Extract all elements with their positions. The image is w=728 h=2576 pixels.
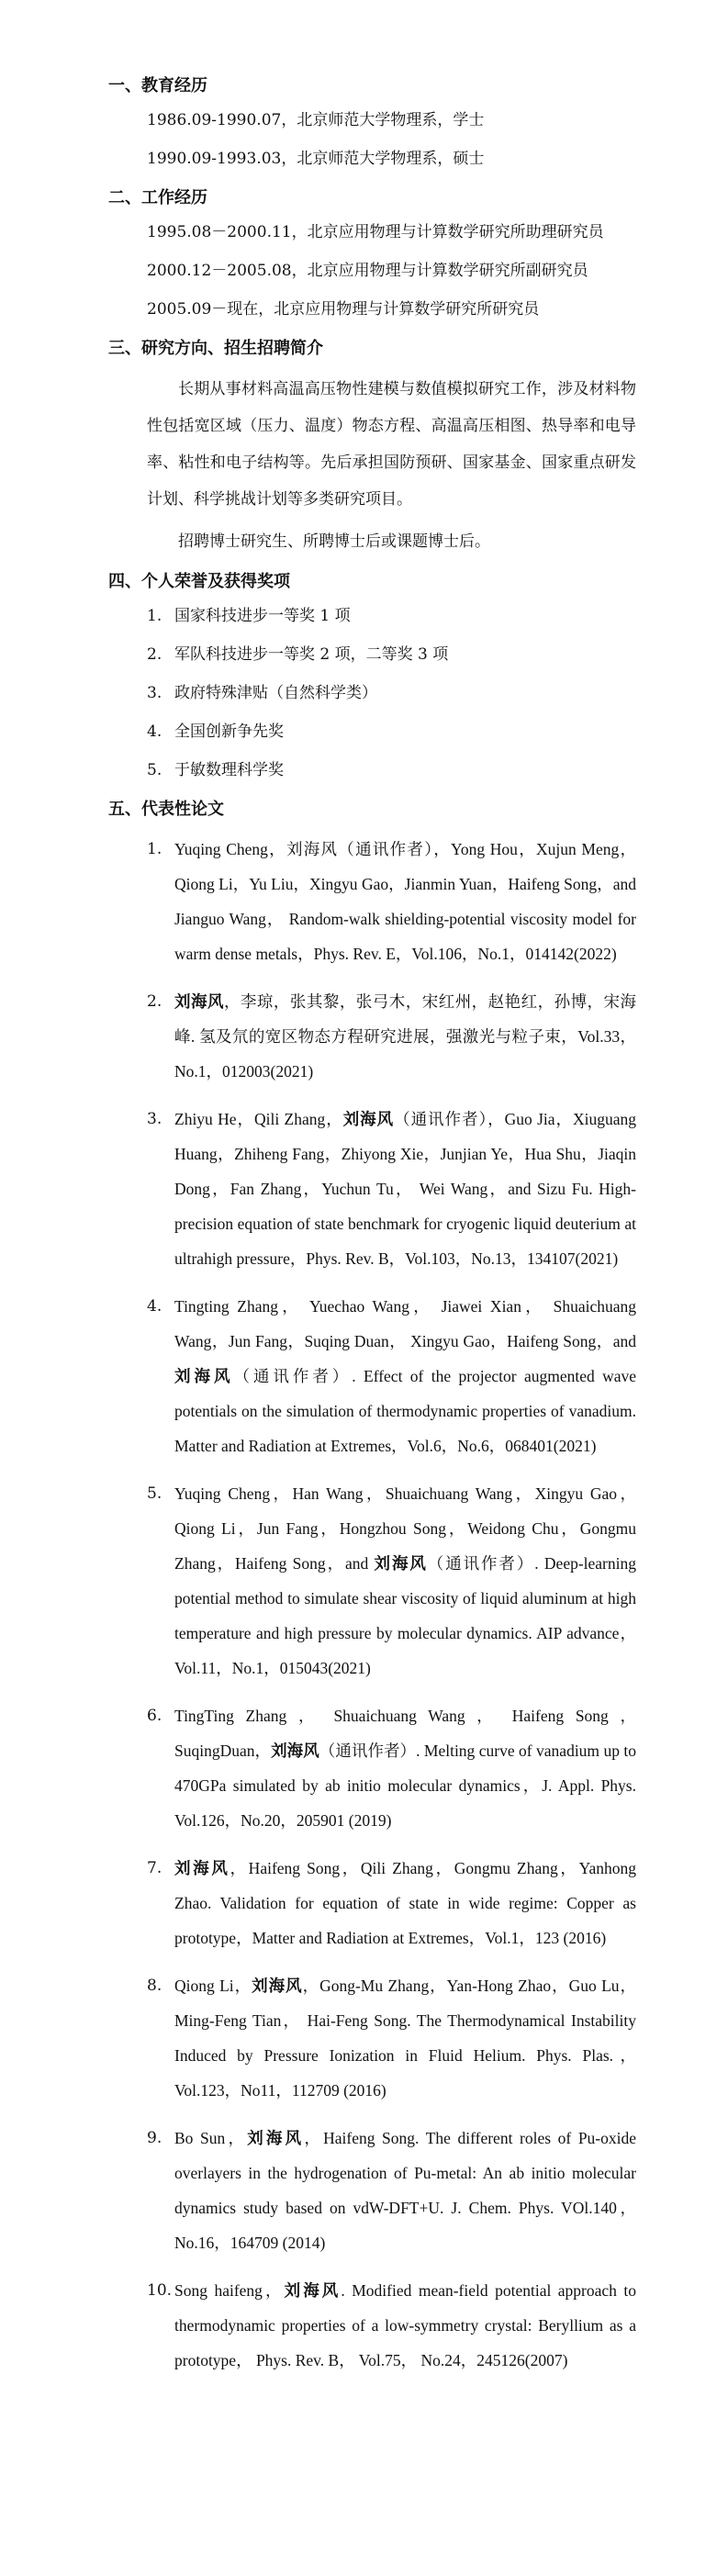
paper-item <box>147 1851 636 1955</box>
paper-author-highlight: 刘海风 <box>174 992 224 1011</box>
paper-authors-pre: Zhiyu He，Qili Zhang， <box>174 1110 343 1128</box>
paper-authors-pre: Tingting Zhang， Yuechao Wang， Jiawei Xian， Shuaichuang Wang，Jun Fang，Suqing Duan， Xingyu Gao，Haifeng Song，and <box>174 1297 636 1350</box>
paper-citation <box>174 984 636 1089</box>
paper-citation <box>174 2273 636 2378</box>
honor-item <box>147 643 636 666</box>
paper-citation-rest: 刘海风（通讯作者），Yong Hou，Xujun Meng，Qiong Li，Yu Liu，Xingyu Gao，Jianmin Yuan，Haifeng Song，and Jianguo Wang， Random-walk shielding-potential viscosity model for warm dense metals，Phys. Rev. E，Vol.106，No.1，014142(2022) <box>174 840 636 963</box>
paper-citation-rest: ，Gong-Mu Zhang，Yan-Hong Zhao，Guo Lu，Ming-Feng Tian， Hai-Feng Song. The Thermodynamical Instability Induced by Pressure Ionization in Fluid Helium. Phys. Plas.，Vol.123，No11，112709 (2016) <box>174 1977 636 2100</box>
paper-authors-pre: Yuqing Cheng，Han Wang，Shuaichuang Wang，Xingyu Gao，Qiong Li，Jun Fang，Hongzhou Song，Weidong Chu，Gongmu Zhang，Haifeng Song，and <box>174 1484 636 1573</box>
paper-authors-pre: Qiong Li， <box>174 1977 252 1995</box>
paper-number: 6. <box>147 1707 162 1725</box>
section-heading-honors: 四、个人荣誉及获得奖项 <box>108 572 290 591</box>
paper-number: 3. <box>147 1110 162 1128</box>
honor-text: 全国创新争先奖 <box>174 722 284 741</box>
paper-citation <box>174 1851 636 1955</box>
paper-item <box>147 1102 636 1276</box>
research-paragraph: 长期从事材料高温高压物性建模与数值模拟研究工作，涉及材料物性包括宽区域（压力、温度）物态方程、高温高压相图、热导率和电导率、粘性和电子结构等。先后承担国防预研、国家基金、国家重点研发计划、科学挑战计划等多类研究项目。 <box>147 380 636 509</box>
paper-number: 9. <box>147 2129 162 2147</box>
paper-authors-pre: TingTing Zhang ， Shuaichuang Wang ， Haifeng Song ， SuqingDuan， <box>174 1707 636 1760</box>
honor-text: 于敏数理科学奖 <box>174 761 284 779</box>
paper-author-highlight: 刘海风 <box>374 1554 428 1573</box>
paper-citation-rest: （通讯作者），Guo Jia，Xiuguang Huang，Zhiheng Fang，Zhiyong Xie，Junjian Ye，Hua Shu，Jiaqin Dong，Fan Zhang，Yuchun Tu， Wei Wang，and Sizu Fu. High-precision equation of state benchmark for cryogenic liquid deuterium at ultrahigh pressure，Phys. Rev. B，Vol.103，No.13，134107(2021) <box>174 1110 636 1268</box>
section-heading-education: 一、教育经历 <box>108 76 207 95</box>
paper-number: 1. <box>147 840 162 858</box>
papers-list <box>108 832 636 2378</box>
honor-item <box>147 604 636 628</box>
paper-citation-rest: ，Haifeng Song. The different roles of Pu-oxide overlayers in the hydrogenation of Pu-metal: An ab initio molecular dynamics study based on vdW-DFT+U. J. Chem. Phys. VOl.140，No.16，164709 (2014) <box>174 2129 637 2252</box>
paper-citation <box>174 1698 636 1838</box>
paper-citation-rest: （通讯作者）. Effect of the projector augmented wave potentials on the simulation of thermodynamic properties of vanadium. Matter and Radiation at Extremes，Vol.6，No.6，068401(2021) <box>174 1367 637 1455</box>
honor-number: 1. <box>147 607 162 625</box>
honor-number: 2. <box>147 645 162 664</box>
paper-item <box>147 1289 636 1463</box>
honor-number: 3. <box>147 684 162 702</box>
honors-list <box>108 604 636 782</box>
paper-author-highlight: 刘海风 <box>174 1859 230 1877</box>
paper-authors-pre: Song haifeng， <box>174 2281 285 2300</box>
honor-item <box>147 758 636 782</box>
paper-citation <box>174 1968 636 2108</box>
paper-item <box>147 2273 636 2378</box>
paper-citation-rest: （通讯作者）. Deep-learning potential method to simulate shear viscosity of liquid aluminum at high temperature and high pressure by molecular dynamics. AIP advance，Vol.11，No.1，015043(2021) <box>174 1554 636 1677</box>
paper-item <box>147 1968 636 2108</box>
paper-item <box>147 832 636 971</box>
paper-item <box>147 984 636 1089</box>
work-item: 2000.12－2005.08，北京应用物理与计算数学研究所副研究员 <box>147 262 588 280</box>
paper-item <box>147 2121 636 2260</box>
paper-number: 2. <box>147 992 162 1011</box>
work-item: 1995.08－2000.11，北京应用物理与计算数学研究所助理研究员 <box>147 223 604 241</box>
paper-author-highlight: 刘海风 <box>271 1742 319 1760</box>
paper-authors-pre: Yuqing Cheng， <box>174 840 286 858</box>
section-heading-papers: 五、代表性论文 <box>108 800 224 819</box>
paper-citation-rest: ，李琼，张其黎，张弓木，宋红州，赵艳红，孙博，宋海峰. 氢及氘的宽区物态方程研究进展，强激光与粒子束，Vol.33，No.1，012003(2021) <box>174 992 637 1081</box>
paper-author-highlight: 刘海风 <box>252 1977 303 1995</box>
honor-text: 军队科技进步一等奖 2 项，二等奖 3 项 <box>174 645 449 664</box>
education-item: 1986.09-1990.07，北京师范大学物理系，学士 <box>147 111 485 129</box>
paper-citation <box>174 2121 636 2260</box>
honor-number: 4. <box>147 722 162 741</box>
paper-citation <box>174 1476 636 1686</box>
honor-text: 政府特殊津贴（自然科学类） <box>174 684 377 702</box>
section-heading-research: 三、研究方向、招生招聘简介 <box>108 339 323 358</box>
education-item: 1990.09-1993.03，北京师范大学物理系，硕士 <box>147 150 485 168</box>
paper-author-highlight: 刘海风 <box>284 2281 342 2300</box>
paper-citation-rest: . Modified mean-field potential approach to thermodynamic properties of a low-symmetry crystal: Beryllium as a prototype， Phys. Rev. B， Vol.75， No.24，245126(2007) <box>174 2281 636 2369</box>
paper-citation-rest: ，Haifeng Song，Qili Zhang，Gongmu Zhang，Yanhong Zhao. Validation for equation of state in wide regime: Copper as prototype，Matter and Radiation at Extremes，Vol.1，123 (2016) <box>174 1859 636 1947</box>
paper-author-highlight: 刘海风 <box>174 1367 234 1385</box>
paper-authors-pre: Bo Sun， <box>174 2129 248 2147</box>
paper-citation <box>174 1102 636 1276</box>
paper-number: 7. <box>147 1859 162 1877</box>
paper-author-highlight: 刘海风 <box>342 1110 395 1128</box>
paper-citation <box>174 832 636 971</box>
paper-citation-rest: （通讯作者）. Melting curve of vanadium up to 470GPa simulated by ab initio molecular dynamics，J. Appl. Phys. Vol.126，No.20，205901 (2019) <box>174 1742 637 1830</box>
paper-citation <box>174 1289 636 1463</box>
section-heading-work: 二、工作经历 <box>108 188 207 207</box>
paper-number: 10. <box>147 2281 173 2300</box>
honor-text: 国家科技进步一等奖 1 项 <box>174 607 351 625</box>
paper-number: 4. <box>147 1297 162 1316</box>
paper-author-highlight: 刘海风 <box>247 2129 305 2147</box>
paper-number: 5. <box>147 1484 162 1503</box>
paper-number: 8. <box>147 1977 162 1995</box>
recruitment-paragraph: 招聘博士研究生、所聘博士后或课题博士后。 <box>178 532 490 551</box>
honor-item <box>147 720 636 744</box>
paper-item <box>147 1476 636 1686</box>
paper-item <box>147 1698 636 1838</box>
honor-number: 5. <box>147 761 162 779</box>
work-item: 2005.09－现在，北京应用物理与计算数学研究所研究员 <box>147 300 540 319</box>
honor-item <box>147 681 636 705</box>
